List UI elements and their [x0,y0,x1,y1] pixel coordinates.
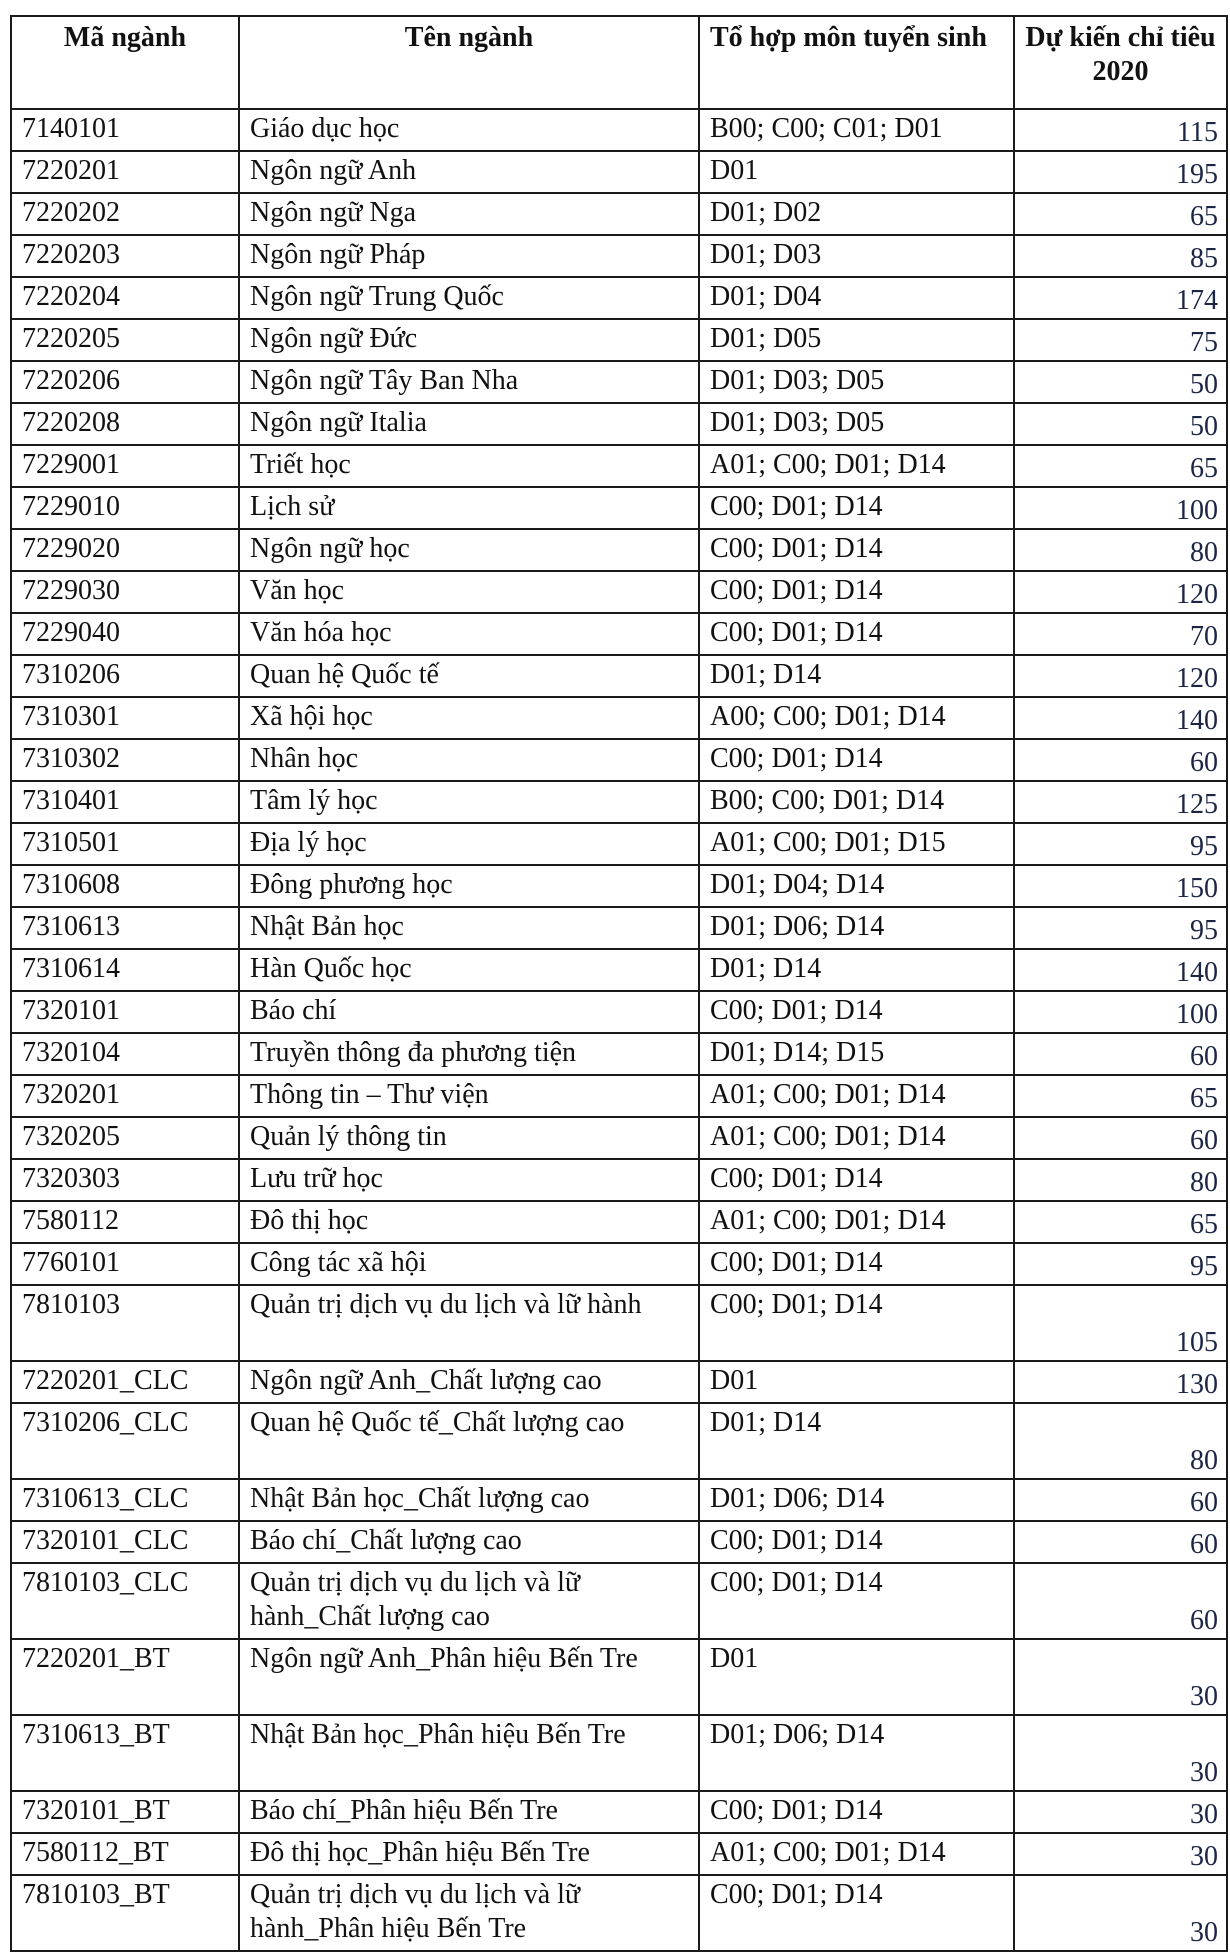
major-name-cell: Quản trị dịch vụ du lịch và lữ hành_Chất lượng cao [239,1563,699,1639]
quota-cell: 195 [1014,151,1227,193]
major-code-cell: 7310613_CLC [11,1479,239,1521]
major-code-cell: 7760101 [11,1243,239,1285]
major-code-cell: 7220202 [11,193,239,235]
major-name-cell: Đô thị học_Phân hiệu Bến Tre [239,1833,699,1875]
table-row [11,1201,1227,1243]
table-row [11,823,1227,865]
quota-cell: 174 [1014,277,1227,319]
subject-combos-cell: D01; D06; D14 [699,1479,1014,1521]
major-code-cell: 7320101 [11,991,239,1033]
table-row [11,697,1227,739]
subject-combos-cell: A01; C00; D01; D14 [699,1833,1014,1875]
subject-combos-cell: B00; C00; D01; D14 [699,781,1014,823]
table-row [11,487,1227,529]
major-name-cell: Nhật Bản học_Phân hiệu Bến Tre [239,1715,699,1791]
table-row [11,571,1227,613]
major-name-cell: Truyền thông đa phương tiện [239,1033,699,1075]
subject-combos-cell: A01; C00; D01; D14 [699,445,1014,487]
quota-cell: 65 [1014,1075,1227,1117]
major-code-cell: 7140101 [11,109,239,151]
subject-combos-cell: A01; C00; D01; D15 [699,823,1014,865]
subject-combos-cell: C00; D01; D14 [699,1521,1014,1563]
major-code-cell: 7220201_CLC [11,1361,239,1403]
header-combos: Tổ hợp môn tuyển sinh [699,16,1014,109]
subject-combos-cell: C00; D01; D14 [699,571,1014,613]
major-code-cell: 7310301 [11,697,239,739]
table-row [11,277,1227,319]
quota-cell: 30 [1014,1791,1227,1833]
major-name-cell: Quan hệ Quốc tế_Chất lượng cao [239,1403,699,1479]
quota-cell: 60 [1014,739,1227,781]
major-code-cell: 7310401 [11,781,239,823]
subject-combos-cell: D01; D03; D05 [699,361,1014,403]
quota-cell: 95 [1014,907,1227,949]
table-row [11,1117,1227,1159]
header-row [11,16,1227,109]
quota-cell: 65 [1014,1201,1227,1243]
subject-combos-cell: C00; D01; D14 [699,739,1014,781]
quota-cell: 60 [1014,1033,1227,1075]
header-code: Mã ngành [11,16,239,109]
quota-cell: 65 [1014,445,1227,487]
quota-cell: 60 [1014,1117,1227,1159]
subject-combos-cell: C00; D01; D14 [699,1875,1014,1951]
admissions-quota-table [10,15,1228,1952]
table-row [11,1639,1227,1715]
quota-cell: 30 [1014,1715,1227,1791]
table-row [11,781,1227,823]
table-row [11,1875,1227,1951]
table-row [11,1159,1227,1201]
quota-cell: 95 [1014,823,1227,865]
major-code-cell: 7320303 [11,1159,239,1201]
table-row [11,1075,1227,1117]
major-code-cell: 7320101_CLC [11,1521,239,1563]
quota-cell: 60 [1014,1521,1227,1563]
major-code-cell: 7320201 [11,1075,239,1117]
quota-cell: 60 [1014,1563,1227,1639]
table-row [11,1285,1227,1361]
table-row [11,1243,1227,1285]
subject-combos-cell: D01; D14 [699,1403,1014,1479]
major-code-cell: 7229040 [11,613,239,655]
major-name-cell: Giáo dục học [239,109,699,151]
major-name-cell: Ngôn ngữ học [239,529,699,571]
quota-cell: 30 [1014,1875,1227,1951]
quota-cell: 75 [1014,319,1227,361]
table-row [11,949,1227,991]
table-row [11,655,1227,697]
major-code-cell: 7229030 [11,571,239,613]
major-code-cell: 7310614 [11,949,239,991]
subject-combos-cell: D01; D14 [699,949,1014,991]
subject-combos-cell: A01; C00; D01; D14 [699,1117,1014,1159]
table-row [11,151,1227,193]
major-code-cell: 7229001 [11,445,239,487]
table-row [11,1479,1227,1521]
quota-cell: 60 [1014,1479,1227,1521]
subject-combos-cell: C00; D01; D14 [699,487,1014,529]
table-row [11,907,1227,949]
major-name-cell: Quản lý thông tin [239,1117,699,1159]
major-name-cell: Quản trị dịch vụ du lịch và lữ hành [239,1285,699,1361]
major-code-cell: 7229010 [11,487,239,529]
quota-cell: 130 [1014,1361,1227,1403]
subject-combos-cell: D01 [699,151,1014,193]
quota-cell: 30 [1014,1639,1227,1715]
quota-cell: 65 [1014,193,1227,235]
subject-combos-cell: D01; D06; D14 [699,1715,1014,1791]
quota-cell: 125 [1014,781,1227,823]
subject-combos-cell: D01 [699,1361,1014,1403]
table-row [11,1715,1227,1791]
major-name-cell: Quan hệ Quốc tế [239,655,699,697]
quota-cell: 100 [1014,991,1227,1033]
major-code-cell: 7229020 [11,529,239,571]
quota-cell: 70 [1014,613,1227,655]
subject-combos-cell: D01; D02 [699,193,1014,235]
quota-cell: 120 [1014,571,1227,613]
quota-cell: 85 [1014,235,1227,277]
major-name-cell: Báo chí_Chất lượng cao [239,1521,699,1563]
quota-cell: 150 [1014,865,1227,907]
subject-combos-cell: D01; D06; D14 [699,907,1014,949]
quota-cell: 140 [1014,949,1227,991]
quota-cell: 115 [1014,109,1227,151]
major-code-cell: 7580112 [11,1201,239,1243]
quota-cell: 80 [1014,1403,1227,1479]
subject-combos-cell: D01; D03; D05 [699,403,1014,445]
quota-cell: 100 [1014,487,1227,529]
major-name-cell: Báo chí_Phân hiệu Bến Tre [239,1791,699,1833]
table-row [11,319,1227,361]
table-row [11,739,1227,781]
major-code-cell: 7320205 [11,1117,239,1159]
major-code-cell: 7220201 [11,151,239,193]
major-name-cell: Ngôn ngữ Nga [239,193,699,235]
subject-combos-cell: C00; D01; D14 [699,529,1014,571]
major-name-cell: Nhật Bản học [239,907,699,949]
major-code-cell: 7220206 [11,361,239,403]
major-code-cell: 7310613 [11,907,239,949]
major-code-cell: 7220208 [11,403,239,445]
subject-combos-cell: C00; D01; D14 [699,991,1014,1033]
quota-cell: 50 [1014,361,1227,403]
major-name-cell: Thông tin – Thư viện [239,1075,699,1117]
table-row [11,445,1227,487]
quota-cell: 95 [1014,1243,1227,1285]
major-name-cell: Công tác xã hội [239,1243,699,1285]
major-name-cell: Ngôn ngữ Anh_Chất lượng cao [239,1361,699,1403]
major-name-cell: Văn hóa học [239,613,699,655]
quota-cell: 30 [1014,1833,1227,1875]
major-code-cell: 7220203 [11,235,239,277]
major-code-cell: 7220201_BT [11,1639,239,1715]
subject-combos-cell: B00; C00; C01; D01 [699,109,1014,151]
major-name-cell: Ngôn ngữ Anh_Phân hiệu Bến Tre [239,1639,699,1715]
table-row [11,991,1227,1033]
table-row [11,193,1227,235]
major-code-cell: 7580112_BT [11,1833,239,1875]
table-row [11,361,1227,403]
quota-cell: 140 [1014,697,1227,739]
subject-combos-cell: C00; D01; D14 [699,1285,1014,1361]
major-code-cell: 7220204 [11,277,239,319]
major-code-cell: 7310501 [11,823,239,865]
major-name-cell: Ngôn ngữ Đức [239,319,699,361]
major-name-cell: Báo chí [239,991,699,1033]
table-row [11,1521,1227,1563]
table-row [11,865,1227,907]
table-row [11,1563,1227,1639]
subject-combos-cell: A00; C00; D01; D14 [699,697,1014,739]
table-row [11,235,1227,277]
quota-cell: 120 [1014,655,1227,697]
header-quota: Dự kiến chỉ tiêu 2020 [1014,16,1227,109]
major-code-cell: 7310608 [11,865,239,907]
subject-combos-cell: D01 [699,1639,1014,1715]
major-name-cell: Lưu trữ học [239,1159,699,1201]
subject-combos-cell: A01; C00; D01; D14 [699,1201,1014,1243]
table-row [11,529,1227,571]
subject-combos-cell: D01; D14; D15 [699,1033,1014,1075]
major-code-cell: 7810103_BT [11,1875,239,1951]
subject-combos-cell: D01; D04 [699,277,1014,319]
subject-combos-cell: D01; D04; D14 [699,865,1014,907]
major-name-cell: Ngôn ngữ Pháp [239,235,699,277]
major-name-cell: Nhân học [239,739,699,781]
table-row [11,109,1227,151]
table-row [11,1403,1227,1479]
major-code-cell: 7810103 [11,1285,239,1361]
major-name-cell: Tâm lý học [239,781,699,823]
major-name-cell: Nhật Bản học_Chất lượng cao [239,1479,699,1521]
subject-combos-cell: D01; D14 [699,655,1014,697]
subject-combos-cell: D01; D05 [699,319,1014,361]
table-row [11,1791,1227,1833]
major-code-cell: 7310613_BT [11,1715,239,1791]
major-code-cell: 7310206 [11,655,239,697]
subject-combos-cell: C00; D01; D14 [699,1563,1014,1639]
major-code-cell: 7320104 [11,1033,239,1075]
table-row [11,613,1227,655]
major-name-cell: Lịch sử [239,487,699,529]
major-name-cell: Xã hội học [239,697,699,739]
quota-cell: 50 [1014,403,1227,445]
subject-combos-cell: D01; D03 [699,235,1014,277]
quota-cell: 80 [1014,529,1227,571]
major-name-cell: Đông phương học [239,865,699,907]
major-code-cell: 7310206_CLC [11,1403,239,1479]
major-code-cell: 7320101_BT [11,1791,239,1833]
major-code-cell: 7810103_CLC [11,1563,239,1639]
table-row [11,1033,1227,1075]
major-name-cell: Ngôn ngữ Anh [239,151,699,193]
subject-combos-cell: C00; D01; D14 [699,1159,1014,1201]
major-name-cell: Địa lý học [239,823,699,865]
major-name-cell: Ngôn ngữ Trung Quốc [239,277,699,319]
quota-cell: 105 [1014,1285,1227,1361]
subject-combos-cell: C00; D01; D14 [699,1243,1014,1285]
subject-combos-cell: C00; D01; D14 [699,1791,1014,1833]
major-name-cell: Ngôn ngữ Tây Ban Nha [239,361,699,403]
major-name-cell: Văn học [239,571,699,613]
major-name-cell: Hàn Quốc học [239,949,699,991]
table-row [11,1833,1227,1875]
major-code-cell: 7220205 [11,319,239,361]
subject-combos-cell: C00; D01; D14 [699,613,1014,655]
major-name-cell: Triết học [239,445,699,487]
major-name-cell: Ngôn ngữ Italia [239,403,699,445]
subject-combos-cell: A01; C00; D01; D14 [699,1075,1014,1117]
major-name-cell: Quản trị dịch vụ du lịch và lữ hành_Phân hiệu Bến Tre [239,1875,699,1951]
major-code-cell: 7310302 [11,739,239,781]
quota-cell: 80 [1014,1159,1227,1201]
major-name-cell: Đô thị học [239,1201,699,1243]
table-row [11,403,1227,445]
header-name: Tên ngành [239,16,699,109]
table-row [11,1361,1227,1403]
